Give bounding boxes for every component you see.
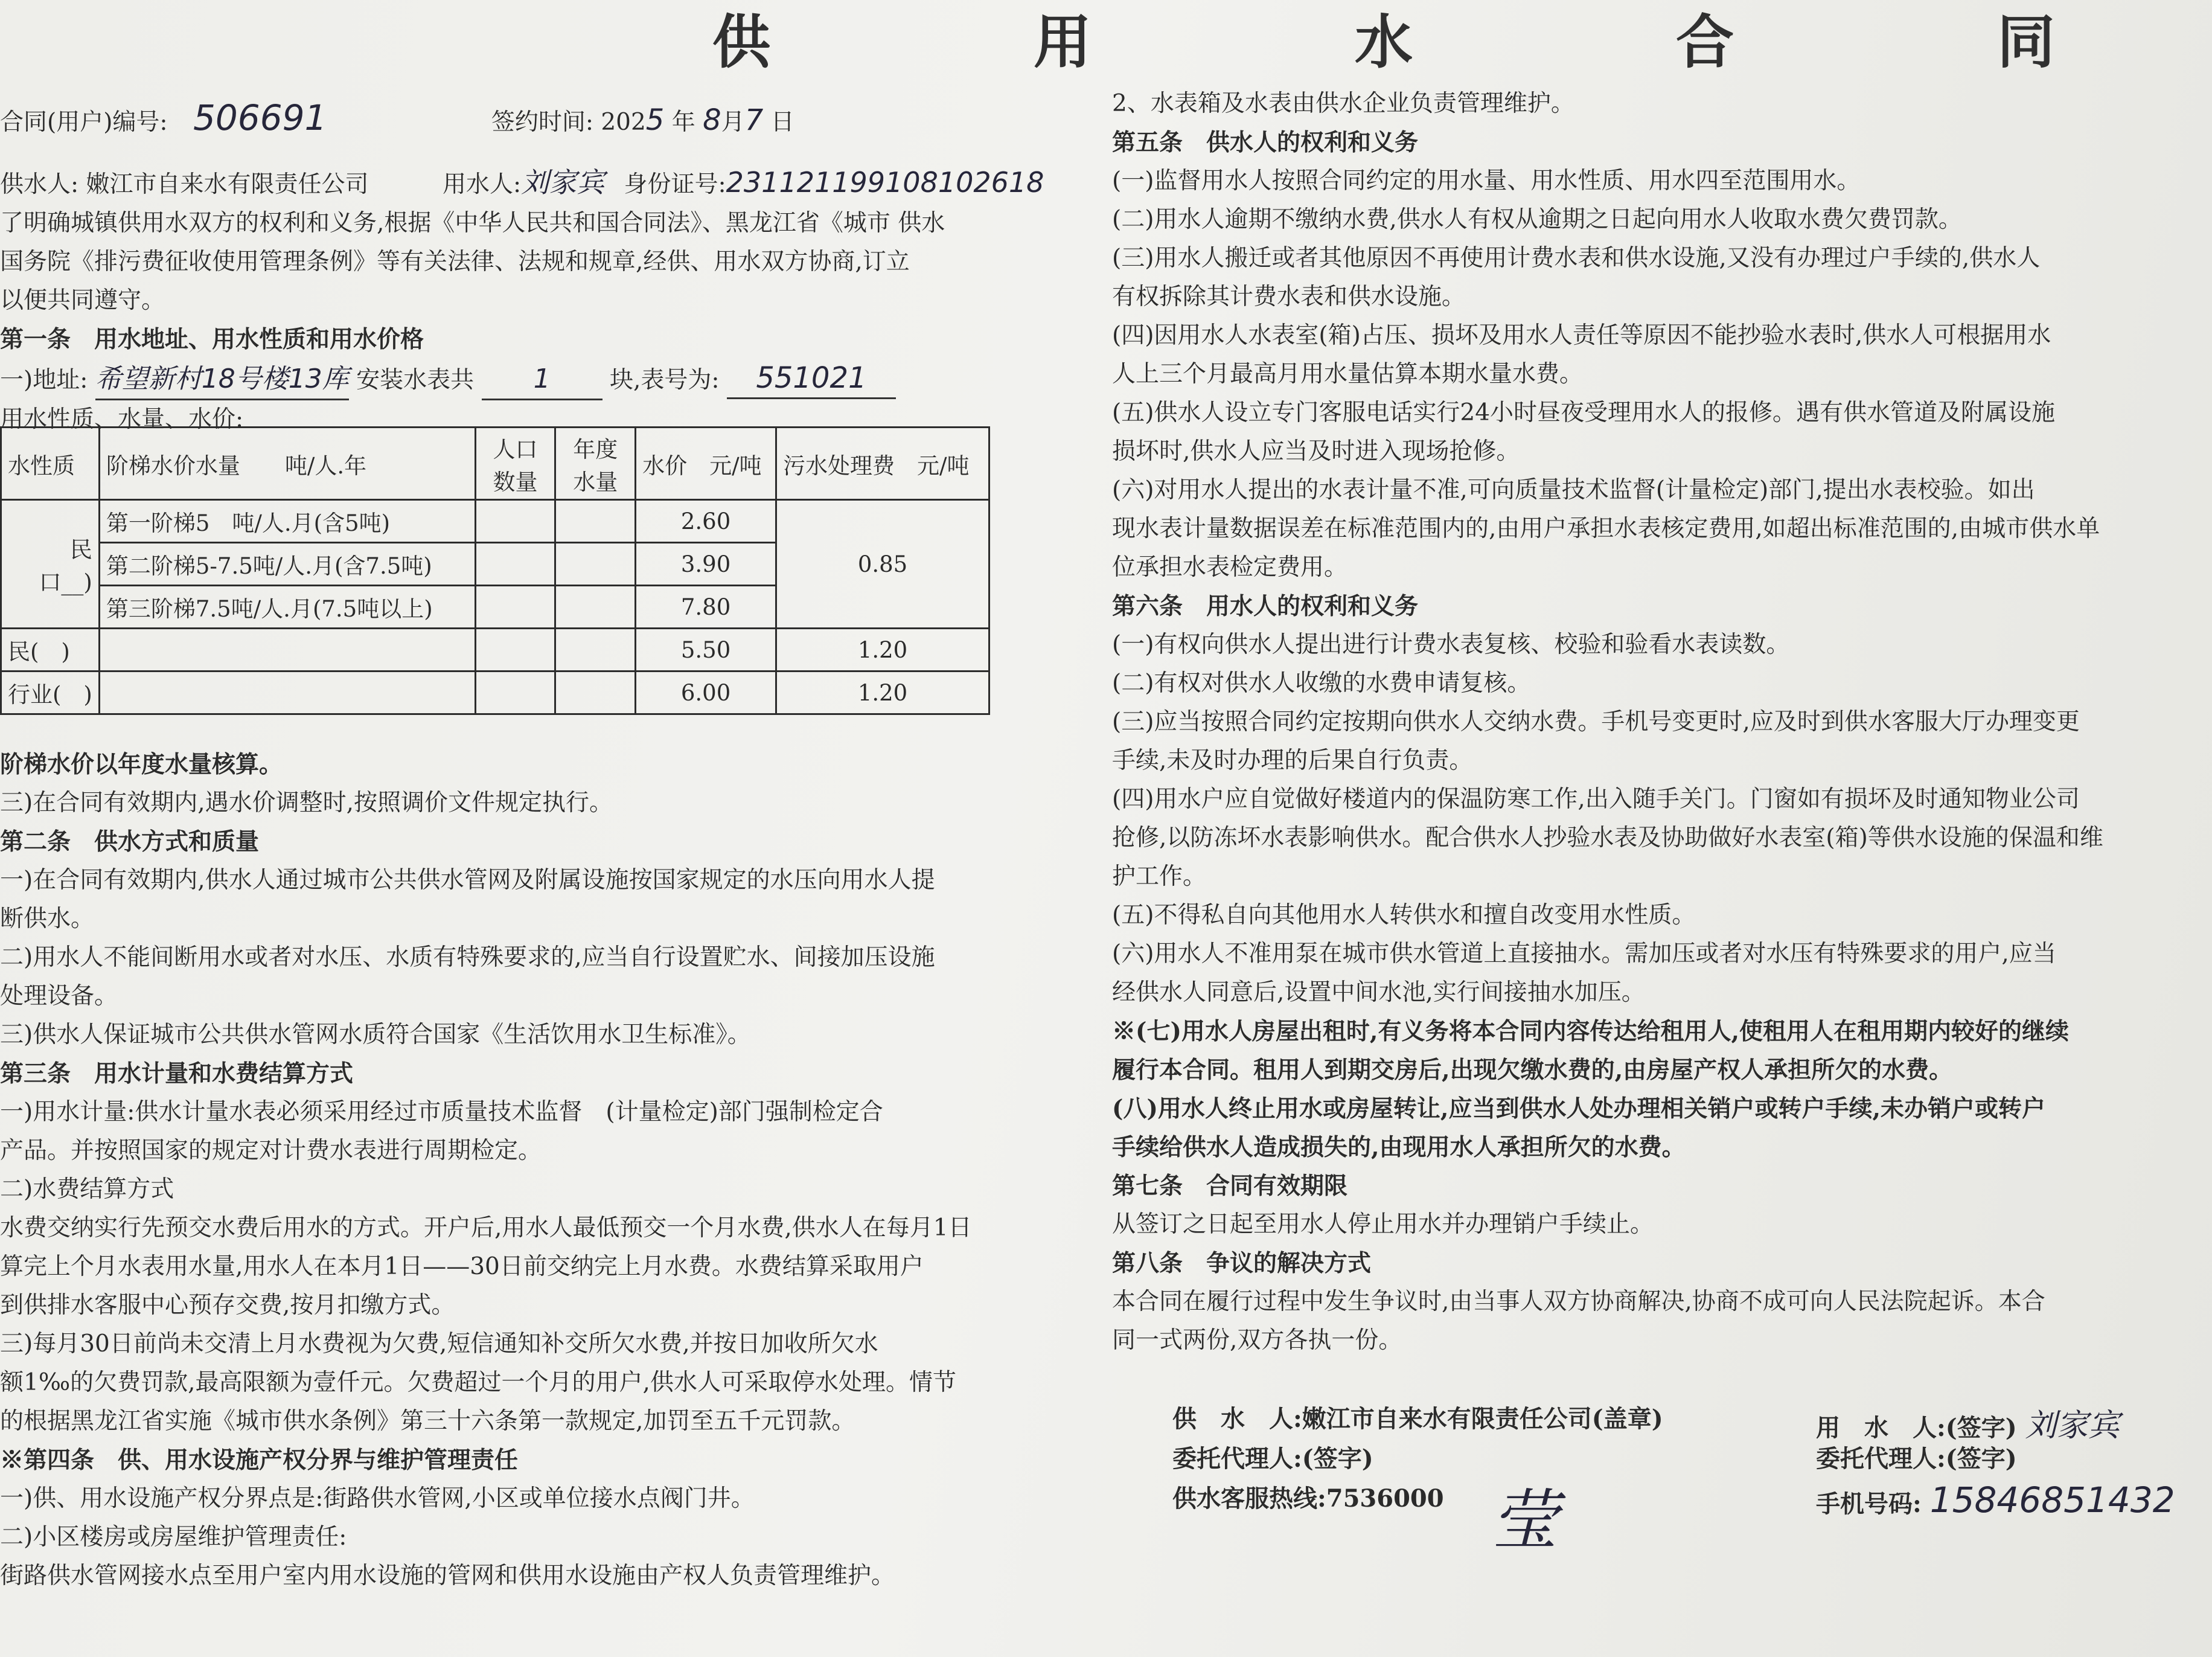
user-sign-label: 用 水 人:(签字) [1816,1414,2017,1442]
right-clause-line: (三)应当按照合同约定按期向供水人交纳水费。手机号变更时,应及时到供水客服大厅办理变更 [1112,708,2080,736]
article-1-heading: 第一条 用水地址、用水性质和用水价格 [0,325,424,353]
right-clause-line: 现水表计量数据误差在标准范围内的,由用户承担水表核定费用,如超出标准范围的,由城市供水单 [1112,515,2100,542]
left-clause-line: 算完上个月水表用水量,用水人在本月1日——30日前交纳完上月水费。水费结算采取用户 [0,1253,924,1280]
sign-day-unit: 日 [770,109,794,136]
sewage-resident: 0.85 [776,500,989,629]
right-clause-line: (一)监督用水人按照合同约定的用水量、用水性质、用水四至范围用水。 [1112,167,1861,194]
left-clause-line: 二)用水人不能间断用水或者对水压、水质有特殊要求的,应当自行设置贮水、间接加压设施 [0,944,935,971]
right-clause-line: (三)用水人搬迁或者其他原因不再使用计费水表和供水设施,又没有办理过户手续的,供水人 [1112,245,2041,272]
cell-empty [555,586,636,629]
right-clause-line: 第七条 合同有效期限 [1112,1172,1348,1200]
th-nature: 水性质 [1,428,100,500]
row4-label: 民( ) [1,629,100,671]
resident-cell [1,500,100,629]
price-tier-2: 3.90 [636,543,776,586]
right-clause-line: 位承担水表检定费用。 [1112,554,1348,581]
resident-sub: 口__) [39,569,92,595]
right-clause-line: (六)对用水人提出的水表计量不准,可向质量技术监督(计量检定)部门,提出水表校验。如出 [1112,476,2035,504]
nature-label: 用水性质、水量、水价: [0,406,244,433]
right-clause-line: 护工作。 [1112,863,1207,890]
cell-empty [99,629,475,671]
tier-2: 第二阶梯5-7.5吨/人.月(含7.5吨) [99,543,475,586]
meter-unit: 块,表号为: [609,367,720,394]
cell-empty [475,586,555,629]
cell-empty [99,671,475,714]
th-sewage: 污水处理费 元/吨 [776,428,989,500]
left-clause-line: 三)在合同有效期内,遇水价调整时,按照调价文件规定执行。 [0,789,613,816]
supplier-agent: 委托代理人:(签字) [1172,1444,1373,1473]
left-clause-line: 二)小区楼房或房屋维护管理责任: [0,1524,347,1551]
tier-3: 第三阶梯7.5吨/人.月(7.5吨以上) [99,586,475,629]
right-clause-line: 手续给供水人造成损失的,由现用水人承担所欠的水费。 [1112,1133,1686,1161]
left-clause-line: 二)水费结算方式 [0,1176,174,1203]
meter-label: 安装水表共 [356,367,475,394]
tier-1: 第一阶梯5 吨/人.月(含5吨) [99,500,475,543]
preamble-line-2: 国务院《排污费征收使用管理条例》等有关法律、法规和规章,经供、用水双方协商,订立 [0,248,910,275]
cell-empty [555,671,636,714]
th-tier: 阶梯水价水量 吨/人.年 [99,428,475,500]
right-clause-line: 有权拆除其计费水表和供水设施。 [1112,283,1466,310]
cell-empty [475,543,555,586]
address-label: 一)地址: [0,367,88,394]
cell-empty [555,629,636,671]
right-clause-line: 损坏时,供水人应当及时进入现场抢修。 [1112,438,1520,465]
right-clause-line: (四)用水户应自觉做好楼道内的保温防寒工作,出入随手关门。门窗如有损坏及时通知物业公司 [1112,786,2080,813]
preamble-line-1: 了明确城镇供用水双方的权利和义务,根据《中华人民共和国合同法》、黑龙江省《城市 供水 [0,210,945,237]
left-clause-line: 阶梯水价以年度水量核算。 [0,751,283,778]
left-clause-line: 额1‰的欠费罚款,最高限额为壹仟元。欠费超过一个月的用户,供水人可采取停水处理。情节 [0,1369,956,1396]
right-clause-line: 履行本合同。租用人到期交房后,出现欠缴水费的,由房屋产权人承担所欠的水费。 [1112,1056,1953,1084]
meter-number: 551021 [727,359,896,399]
right-clause-line: 第五条 供水人的权利和义务 [1112,129,1419,156]
right-clause-line: (八)用水人终止用水或房屋转让,应当到供水人处办理相关销户或转户手续,未办销户或转户 [1112,1095,2046,1123]
sign-month: 8 [703,103,721,137]
user-label: 用水人: [442,171,522,198]
left-clause-line: 街路供水管网接水点至用户室内用水设施的管网和供用水设施由产权人负责管理维护。 [0,1562,895,1589]
address-value: 希望新村18号楼13库 [95,360,349,400]
price-tier-1: 2.60 [636,500,776,543]
left-clause-line: 一)供、用水设施产权分界点是:街路供水管网,小区或单位接水点阀门井。 [0,1485,755,1512]
left-clause-line: 的根据黑龙江省实施《城市供水条例》第三十六条第一款规定,加罚至五千元罚款。 [0,1408,855,1435]
right-clause-line: 从签订之日起至用水人停止用水并办理销户手续止。 [1112,1211,1654,1238]
th-annual: 年度水量 [555,428,636,500]
cell-empty [555,500,636,543]
meter-count: 1 [482,360,603,400]
hotline: 供水客服热线:7536000 [1172,1484,1444,1513]
right-clause-line: (五)不得私自向其他用水人转供水和擅自改变用水性质。 [1112,902,1696,929]
right-clause-line: ※(七)用水人房屋出租时,有义务将本合同内容传达给租用人,使租用人在租用期内较好的继续 [1112,1018,2070,1045]
user-name: 刘家宾 [521,166,605,199]
user-agent: 委托代理人:(签字) [1816,1444,2017,1473]
row4-sewage: 1.20 [776,629,989,671]
phone-line [1816,1479,2175,1521]
supplier-label: 供水人: 嫩江市自来水有限责任公司 [0,171,369,198]
sign-month-unit: 月 [721,109,745,136]
id-number: 231121199108102618 [726,166,1044,199]
right-clause-line: 经供水人同意后,设置中间水池,实行间接抽水加压。 [1112,979,1645,1006]
contract-no-value: 506691 [193,97,327,138]
phone-label: 手机号码: [1816,1490,1922,1518]
cell-empty [475,500,555,543]
th-price: 水价 元/吨 [636,428,776,500]
preamble-line-3: 以便共同遵守。 [0,287,165,314]
cell-empty [475,629,555,671]
right-clause-line: 第八条 争议的解决方式 [1112,1249,1372,1277]
sign-year-unit: 年 [671,109,695,136]
user-sign [1816,1400,2120,1445]
row5-price: 6.00 [636,671,776,714]
resident-label: 民 [69,537,92,563]
left-clause-line: 到供排水客服中心预存交费,按月扣缴方式。 [0,1292,455,1319]
right-clause-line: 本合同在履行过程中发生争议时,由当事人双方协商解决,协商不成可向人民法院起诉。本合 [1112,1288,2045,1315]
left-clause-line: 一)用水计量:供水计量水表必须采用经过市质量技术监督 (计量检定)部门强制检定合 [0,1098,883,1126]
right-clause-line: 2、水表箱及水表由供水企业负责管理维护。 [1112,90,1574,117]
left-clause-line: 处理设备。 [0,982,118,1010]
right-clause-line: (六)用水人不准用泵在城市供水管道上直接抽水。需加压或者对水压有特殊要求的用户,应当 [1112,940,2056,967]
row4-price: 5.50 [636,629,776,671]
th-population: 人口数量 [475,428,555,500]
left-clause-line: 断供水。 [0,905,95,932]
left-clause-line: 三)每月30日前尚未交清上月水费视为欠费,短信通知补交所欠水费,并按日加收所欠水 [0,1330,878,1357]
right-clause-line: (二)用水人逾期不缴纳水费,供水人有权从逾期之日起向用水人收取水费欠费罚款。 [1112,206,1962,233]
contract-header [0,91,1087,439]
cell-empty [475,671,555,714]
page-title: 供 用 水 合 同 [712,8,2158,76]
sign-year: 5 [645,103,665,137]
right-clause-line: 人上三个月最高月用水量估算本期水量水费。 [1112,361,1584,388]
supplier-sign: 供 水 人:嫩江市自来水有限责任公司(盖章) [1172,1405,1663,1433]
right-clause-line: 第六条 用水人的权利和义务 [1112,592,1419,620]
handwritten-mark: 莹 [1491,1482,1558,1559]
left-column-clauses [0,745,1038,1595]
id-label: 身份证号: [624,171,726,198]
user-signature: 刘家宾 [2025,1408,2120,1444]
right-clause-line: (二)有权对供水人收缴的水费申请复核。 [1112,670,1531,697]
right-column-clauses [1112,85,2211,1360]
left-clause-line: 一)在合同有效期内,供水人通过城市公共供水管网及附属设施按国家规定的水压向用水人提 [0,867,935,894]
left-clause-line: 三)供水人保证城市公共供水管网水质符合国家《生活饮用水卫生标准》。 [0,1021,751,1048]
right-clause-line: 同一式两份,双方各执一份。 [1112,1327,1402,1354]
left-clause-line: 产品。并按照国家的规定对计费水表进行周期检定。 [0,1137,542,1164]
right-clause-line: 手续,未及时办理的后果自行负责。 [1112,747,1473,774]
price-table [0,426,990,715]
sign-day: 7 [744,103,764,137]
cell-empty [555,543,636,586]
left-clause-line: 第三条 用水计量和水费结算方式 [0,1060,354,1088]
left-clause-line: ※第四条 供、用水设施产权分界与维护管理责任 [0,1446,519,1474]
right-clause-line: (四)因用水人水表室(箱)占压、损坏及用水人责任等原因不能抄验水表时,供水人可根据用水 [1112,322,2051,349]
phone-number: 15846851432 [1929,1479,2175,1521]
left-clause-line: 水费交纳实行先预交水费后用水的方式。开户后,用水人最低预交一个月水费,供水人在每月1日 [0,1214,972,1242]
right-clause-line: (五)供水人设立专门客服电话实行24小时昼夜受理用水人的报修。遇有供水管道及附属设施 [1112,399,2056,426]
left-clause-line: 第二条 供水方式和质量 [0,828,260,856]
contract-no-label: 合同(用户)编号: [0,109,168,136]
right-clause-line: 抢修,以防冻坏水表影响供水。配合供水人抄验水表及协助做好水表室(箱)等供水设施的保温和维 [1112,824,2103,851]
row5-label: 行业( ) [1,671,100,714]
sign-time-label: 签约时间: 202 [491,109,646,136]
right-clause-line: (一)有权向供水人提出进行计费水表复核、校验和验看水表读数。 [1112,631,1790,658]
row5-sewage: 1.20 [776,671,989,714]
price-tier-3: 7.80 [636,586,776,629]
